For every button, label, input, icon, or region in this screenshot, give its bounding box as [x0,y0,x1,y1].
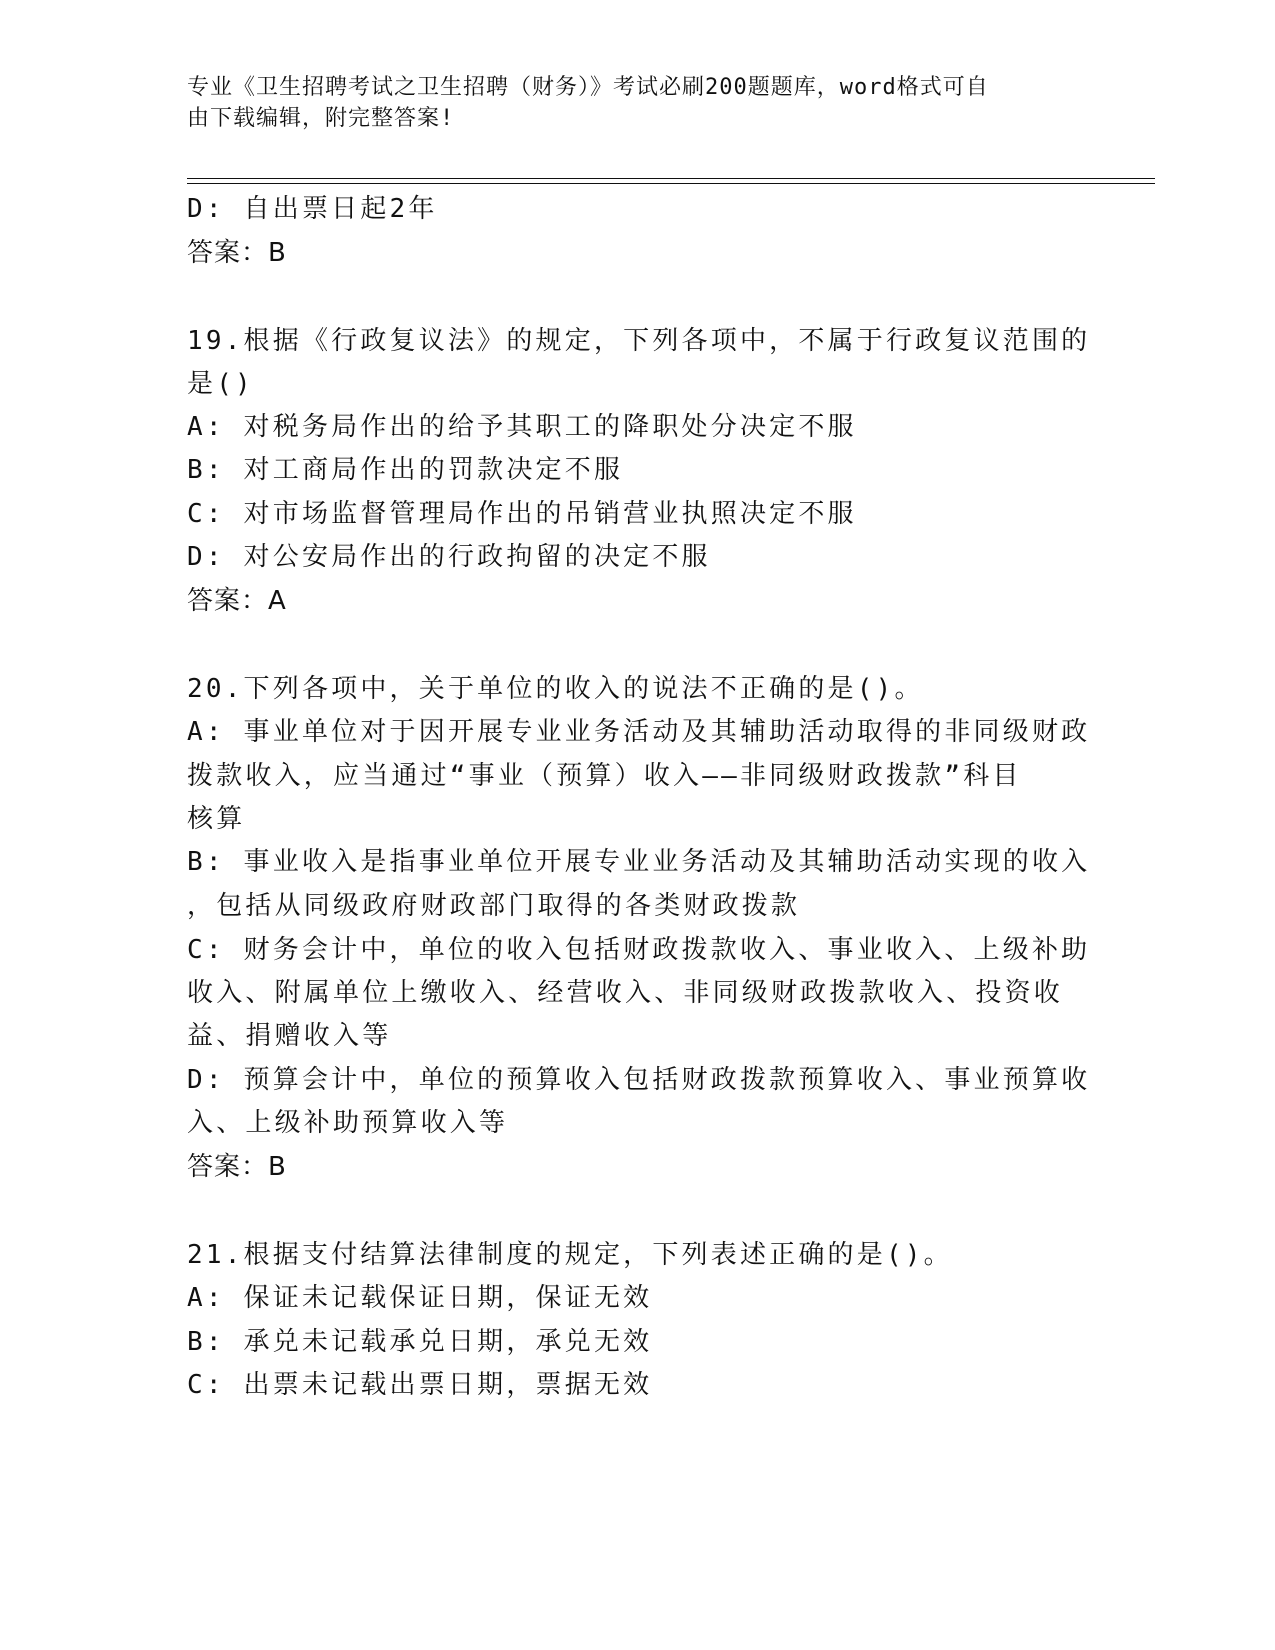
q20-option-d-line-2: 入、上级补助预算收入等 [187,1108,509,1138]
header-line-1: 专业《卫生招聘考试之卫生招聘（财务）》考试必刷200题题库，word格式可自 [187,75,989,100]
q18-option-d: D: 自出票日起2年 [187,194,438,224]
header-line-2: 由下载编辑，附完整答案! [187,106,455,131]
q20-option-c-line-1: C: 财务会计中，单位的收入包括财政拨款收入、事业收入、上级补助 [187,935,1091,965]
q20-option-b-line-2: ，包括从同级政府财政部门取得的各类财政拨款 [187,891,801,921]
q21-option-b: B: 承兑未记载承兑日期，承兑无效 [187,1327,653,1357]
q18-answer: 答案：B [187,238,287,268]
q19-stem-line-1: 19.根据《行政复议法》的规定，下列各项中，不属于行政复议范围的 [187,326,1091,356]
page-header [187,72,1067,134]
q20-option-a-line-1: A: 事业单位对于因开展专业业务活动及其辅助活动取得的非同级财政 [187,717,1091,747]
q20-option-c-line-3: 益、捐赠收入等 [187,1021,392,1051]
q19-option-a: A: 对税务局作出的给予其职工的降职处分决定不服 [187,412,857,442]
q21-option-a: A: 保证未记载保证日期，保证无效 [187,1283,653,1313]
header-rule-bottom [187,183,1155,184]
q20-stem: 20.下列各项中，关于单位的收入的说法不正确的是()。 [187,674,924,704]
q21-option-c: C: 出票未记载出票日期，票据无效 [187,1370,653,1400]
q19-option-d: D: 对公安局作出的行政拘留的决定不服 [187,542,711,572]
q20-option-c-line-2: 收入、附属单位上缴收入、经营收入、非同级财政拨款收入、投资收 [187,978,1064,1008]
q19-option-b: B: 对工商局作出的罚款决定不服 [187,455,624,485]
q21-stem: 21.根据支付结算法律制度的规定，下列表述正确的是()。 [187,1240,953,1270]
q20-option-d-line-1: D: 预算会计中，单位的预算收入包括财政拨款预算收入、事业预算收 [187,1065,1091,1095]
q20-option-a-line-3: 核算 [187,804,246,834]
header-rule-top [187,178,1155,179]
q19-stem-line-2: 是() [187,369,254,399]
q20-answer: 答案：B [187,1152,287,1182]
q20-option-a-line-2: 拨款收入，应当通过“事业（预算）收入——非同级财政拨款”科目 [187,761,1022,791]
q19-answer: 答案：A [187,586,287,616]
q20-option-b-line-1: B: 事业收入是指事业单位开展专业业务活动及其辅助活动实现的收入 [187,847,1091,877]
q19-option-c: C: 对市场监督管理局作出的吊销营业执照决定不服 [187,499,857,529]
